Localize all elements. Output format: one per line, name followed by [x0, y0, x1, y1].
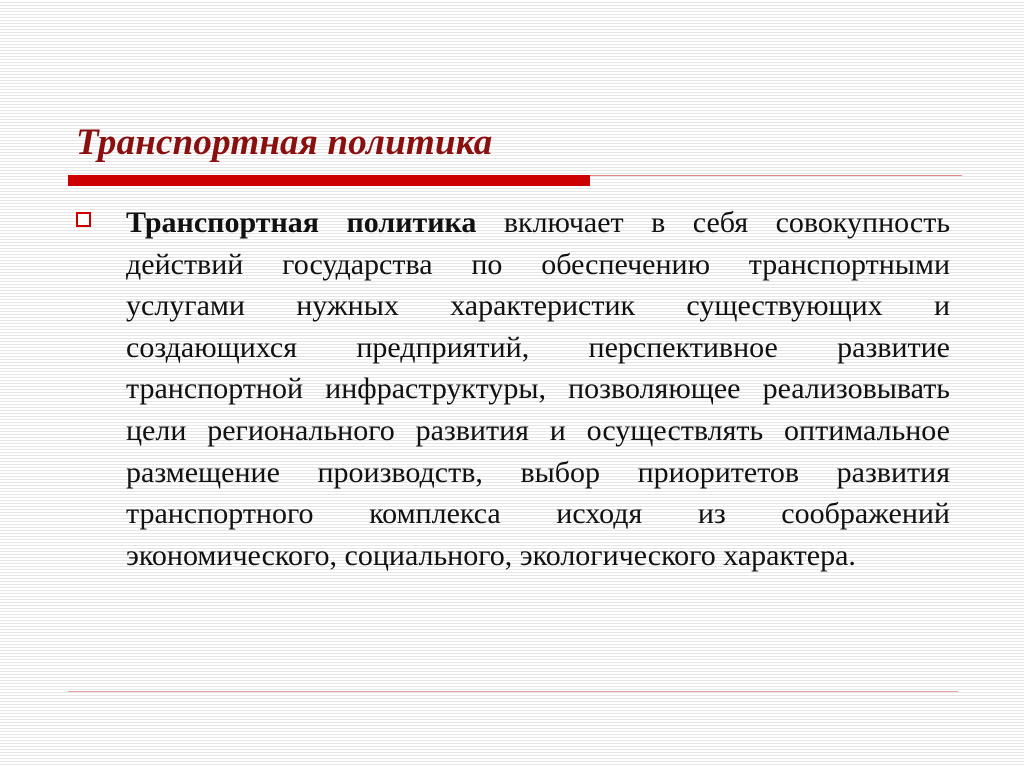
bullet-term: Транспортная политика [126, 206, 477, 239]
title-underline-thin [590, 175, 962, 176]
title-underline-thick [68, 175, 590, 186]
bullet-paragraph [126, 202, 950, 576]
bullet-text: включает в себя совокупность действий государства по обеспечению транспортными услугами нужных характеристик существующих и создающихся предприятий, перспективное развитие транспортной инфраструктуры, позволяющее реализовывать цели регионального развития и осуществлять оптимальное размещение производств, выбор приоритетов развития транспортного комплекса исходя из соображений экономического, социального, экологического характера. [126, 206, 950, 572]
hollow-square-bullet-icon [76, 212, 91, 227]
footer-divider [68, 691, 958, 692]
slide-title: Транспортная политика [76, 122, 493, 163]
